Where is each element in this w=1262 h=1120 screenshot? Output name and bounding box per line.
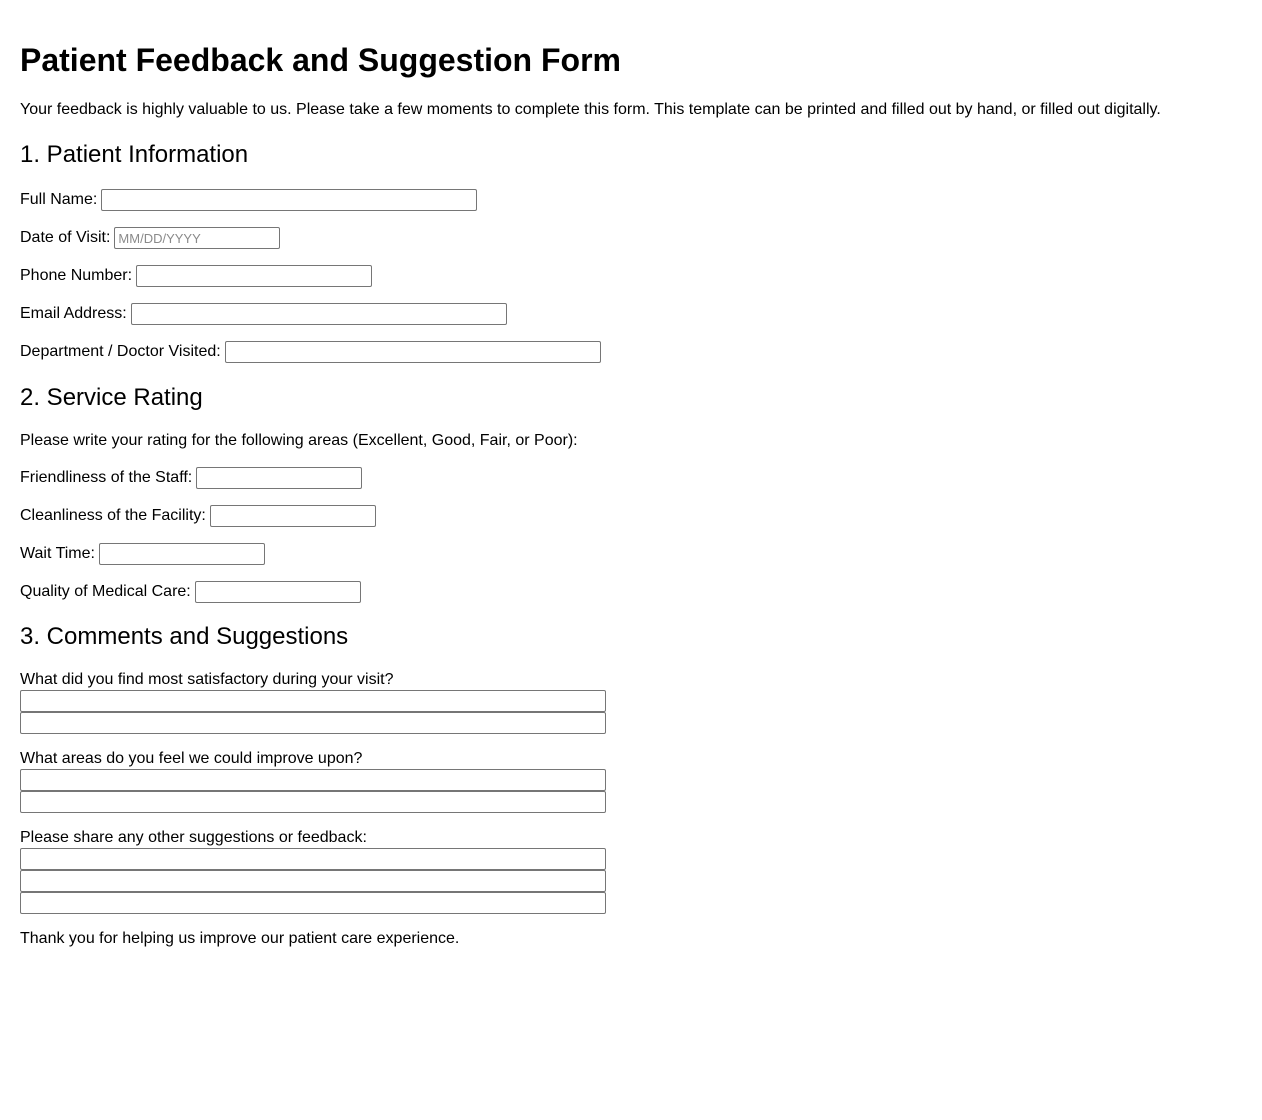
section-heading-patient-information: 1. Patient Information	[20, 141, 249, 168]
phone-number-input[interactable]	[136, 265, 372, 287]
quality-of-care-label: Quality of Medical Care:	[20, 583, 191, 600]
quality-of-care-input[interactable]	[195, 581, 361, 603]
friendliness-row	[20, 467, 362, 489]
improve-answer-line-1[interactable]	[20, 769, 606, 791]
other-feedback-question: Please share any other suggestions or feedback:	[20, 829, 367, 846]
cleanliness-label: Cleanliness of the Facility:	[20, 507, 206, 524]
email-address-label: Email Address:	[20, 305, 127, 322]
full-name-input[interactable]	[101, 189, 477, 211]
email-address-row	[20, 303, 507, 325]
improve-question: What areas do you feel we could improve upon?	[20, 750, 363, 767]
department-label: Department / Doctor Visited:	[20, 343, 221, 360]
department-row	[20, 341, 601, 363]
satisfactory-question: What did you find most satisfactory during your visit?	[20, 671, 394, 688]
quality-of-care-row	[20, 581, 361, 603]
other-feedback-line-1[interactable]	[20, 848, 606, 870]
wait-time-label: Wait Time:	[20, 545, 95, 562]
wait-time-input[interactable]	[99, 543, 265, 565]
wait-time-row	[20, 543, 265, 565]
section-heading-service-rating: 2. Service Rating	[20, 384, 203, 411]
phone-number-label: Phone Number:	[20, 267, 133, 284]
email-address-input[interactable]	[131, 303, 507, 325]
department-input[interactable]	[225, 341, 601, 363]
date-of-visit-label: Date of Visit:	[20, 229, 111, 246]
satisfactory-answer-lines	[20, 690, 606, 734]
date-of-visit-input[interactable]	[114, 227, 280, 249]
full-name-label: Full Name:	[20, 191, 98, 208]
other-feedback-answer-lines	[20, 848, 606, 914]
other-feedback-line-2[interactable]	[20, 870, 606, 892]
other-feedback-line-3[interactable]	[20, 892, 606, 914]
phone-number-row	[20, 265, 372, 287]
friendliness-label: Friendliness of the Staff:	[20, 469, 193, 486]
closing-message: Thank you for helping us improve our patient care experience.	[20, 930, 460, 947]
page-title: Patient Feedback and Suggestion Form	[20, 42, 621, 78]
full-name-row	[20, 189, 477, 211]
cleanliness-row	[20, 505, 376, 527]
rating-instructions: Please write your rating for the following areas (Excellent, Good, Fair, or Poor):	[20, 432, 578, 449]
date-of-visit-row	[20, 227, 280, 249]
intro-text: Your feedback is highly valuable to us. Please take a few moments to complete this form. This template can be printed and filled out by hand, or filled out digitally.	[20, 101, 1161, 118]
friendliness-input[interactable]	[196, 467, 362, 489]
improve-answer-lines	[20, 769, 606, 813]
satisfactory-answer-line-1[interactable]	[20, 690, 606, 712]
cleanliness-input[interactable]	[210, 505, 376, 527]
improve-answer-line-2[interactable]	[20, 791, 606, 813]
section-heading-comments: 3. Comments and Suggestions	[20, 623, 349, 650]
satisfactory-answer-line-2[interactable]	[20, 712, 606, 734]
